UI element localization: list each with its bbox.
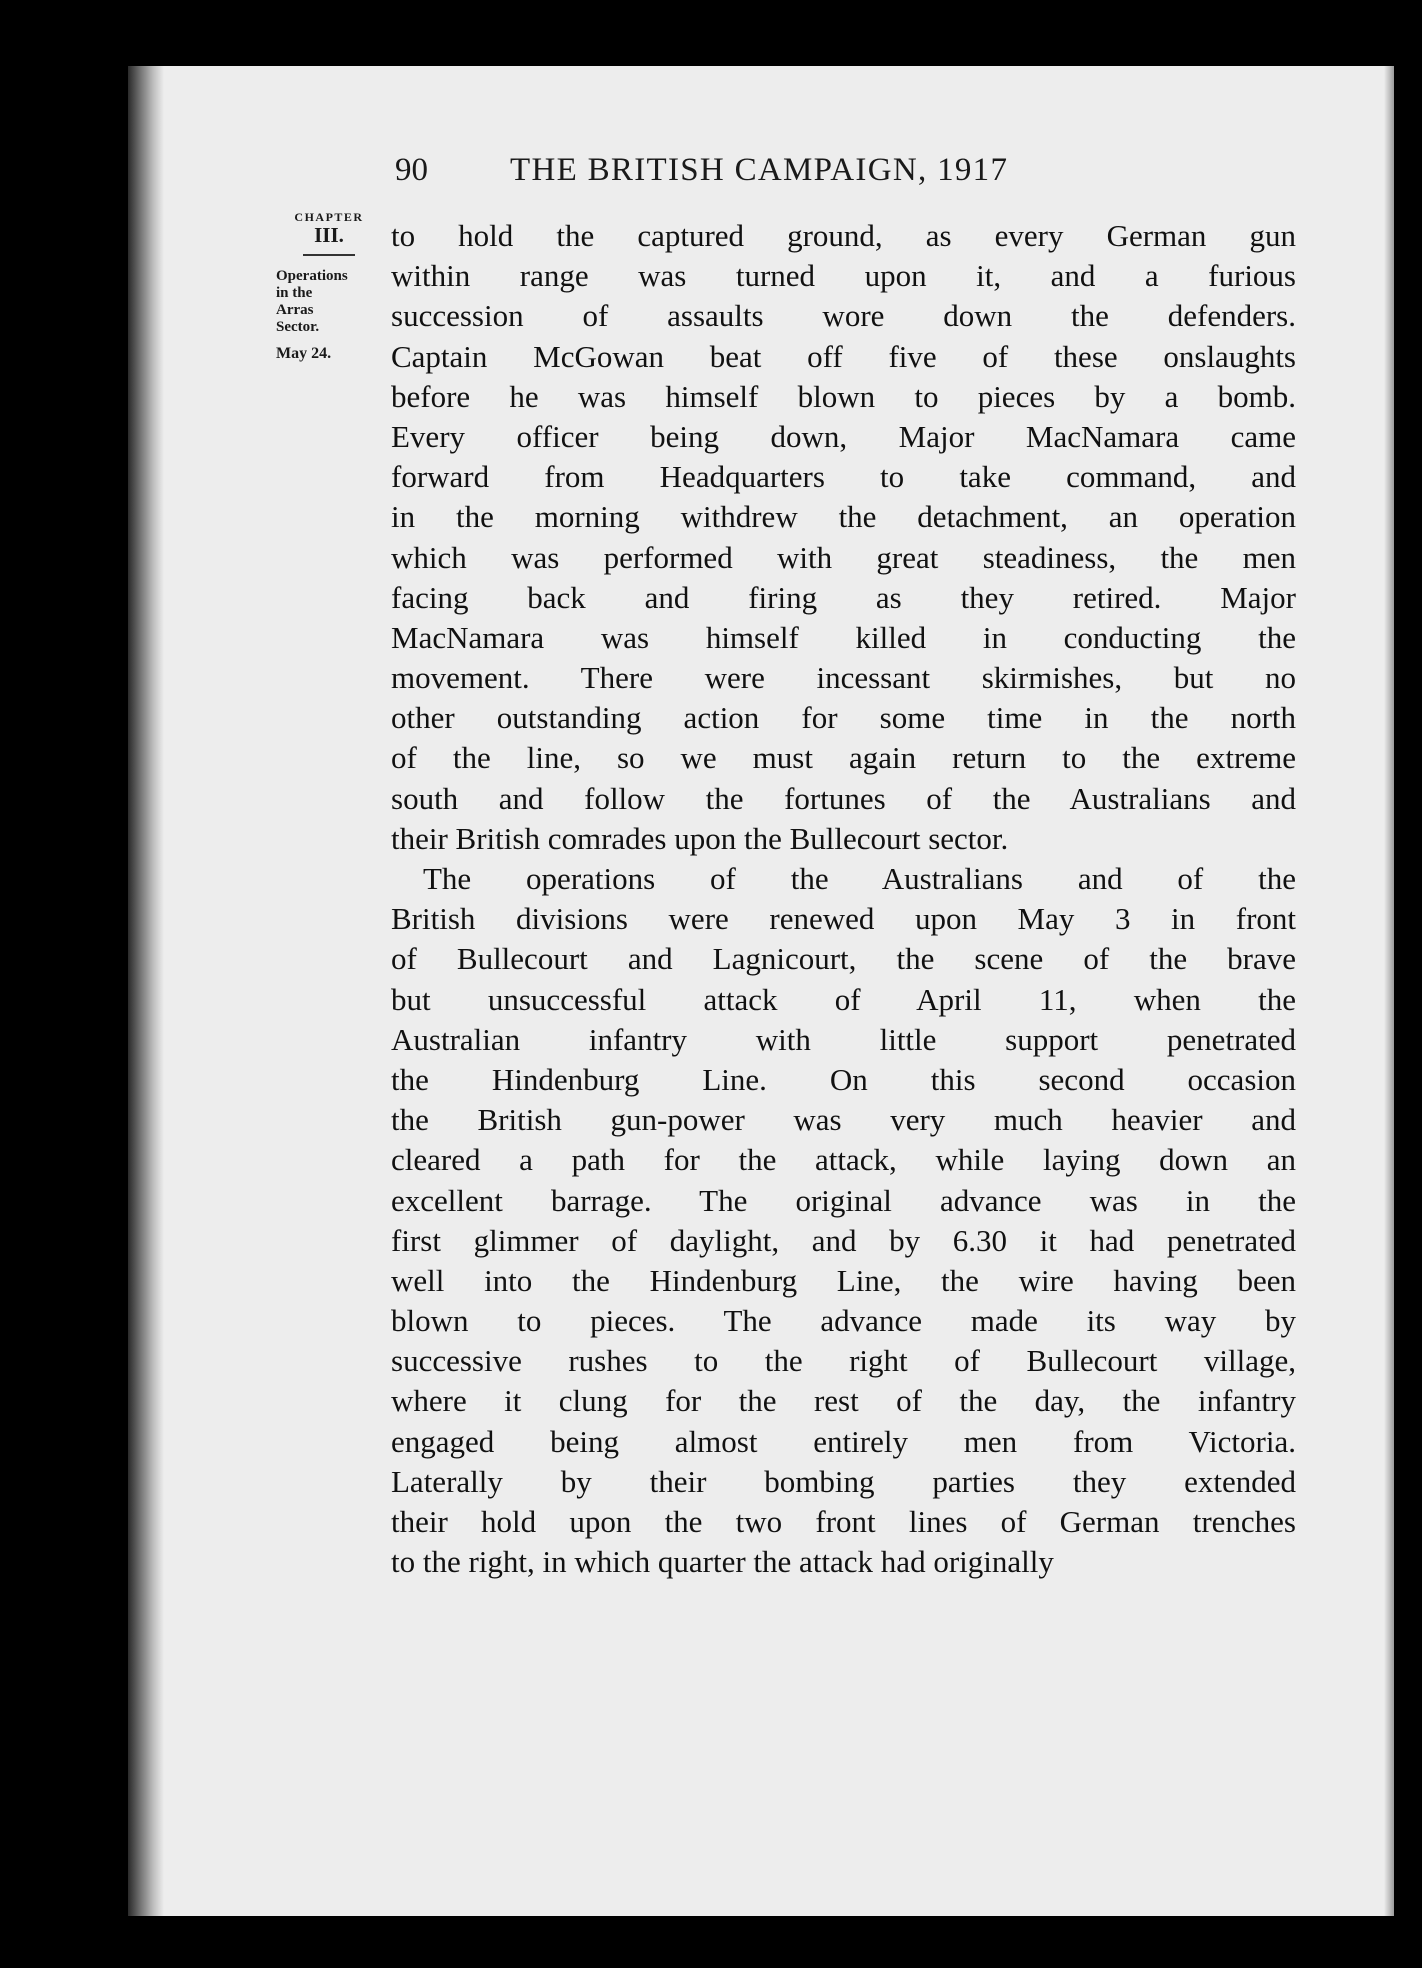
text-line: successive rushes to the right of Bullecourt village, (391, 1343, 1296, 1379)
text-line: MacNamara was himself killed in conducting the (391, 619, 1296, 655)
text-line: of Bullecourt and Lagnicourt, the scene of the brave (391, 941, 1296, 977)
body-text (391, 216, 1296, 1582)
side-date: May 24. (276, 345, 332, 362)
text-line: in the morning withdrew the detachment, an operation (391, 499, 1296, 535)
text-line: which was performed with great steadiness, the men (391, 539, 1296, 575)
text-line: of the line, so we must again return to the extreme (391, 740, 1296, 776)
text-line: well into the Hindenburg Line, the wire having been (391, 1262, 1296, 1298)
text-line: forward from Headquarters to take command, and (391, 459, 1296, 495)
text-line: Australian infantry with little support penetrated (391, 1021, 1296, 1057)
text-line: Laterally by their bombing parties they extended (391, 1463, 1296, 1499)
text-line: the Hindenburg Line. On this second occasion (391, 1061, 1296, 1097)
text-line: where it clung for the rest of the day, the infantry (391, 1383, 1296, 1419)
text-line: British divisions were renewed upon May 3 in front (391, 901, 1296, 937)
side-topic-line: Sector. (276, 319, 320, 335)
running-title: THE BRITISH CAMPAIGN, 1917 (510, 152, 1009, 188)
text-line: Captain McGowan beat off five of these onslaughts (391, 338, 1296, 374)
side-topic-line: in the (276, 285, 313, 301)
text-line: before he was himself blown to pieces by a bomb. (391, 378, 1296, 414)
text-line: first glimmer of daylight, and by 6.30 it had penetrated (391, 1222, 1296, 1258)
side-topic-line: Arras (276, 302, 314, 318)
text-line: to the right, in which quarter the attack had originally (391, 1544, 1054, 1580)
text-line: Every officer being down, Major MacNamara came (391, 418, 1296, 454)
margin-notes (270, 210, 388, 363)
text-line: excellent barrage. The original advance was in the (391, 1182, 1296, 1218)
text-line: other outstanding action for some time in the north (391, 700, 1296, 736)
page-fore-edge (1384, 66, 1394, 1916)
chapter-label: CHAPTER (294, 210, 364, 224)
text-line: movement. There were incessant skirmishes, but no (391, 660, 1296, 696)
text-line: their hold upon the two front lines of German trenches (391, 1504, 1296, 1539)
text-line: The operations of the Australians and of the (423, 861, 1296, 896)
side-topic-line: Operations (276, 268, 348, 284)
page-gutter-shadow (128, 66, 164, 1916)
text-line: succession of assaults wore down the defenders. (391, 298, 1296, 334)
text-line: to hold the captured ground, as every German gun (391, 218, 1296, 253)
chapter-rule (303, 254, 355, 256)
text-line: engaged being almost entirely men from Victoria. (391, 1423, 1296, 1459)
text-line: but unsuccessful attack of April 11, when the (391, 981, 1296, 1017)
paragraph (391, 216, 1296, 859)
text-line: facing back and firing as they retired. Major (391, 579, 1296, 615)
paragraph (391, 859, 1296, 1582)
text-line: cleared a path for the attack, while laying down an (391, 1142, 1296, 1178)
text-line: within range was turned upon it, and a furious (391, 258, 1296, 294)
chapter-number: III. (314, 223, 344, 247)
text-line: blown to pieces. The advance made its way by (391, 1303, 1296, 1339)
page-header (395, 152, 1295, 202)
side-topic (270, 268, 388, 336)
page-number: 90 (395, 152, 428, 188)
text-line: their British comrades upon the Bullecourt sector. (391, 820, 1009, 856)
text-line: the British gun-power was very much heavier and (391, 1102, 1296, 1138)
text-line: south and follow the fortunes of the Australians and (391, 780, 1296, 816)
